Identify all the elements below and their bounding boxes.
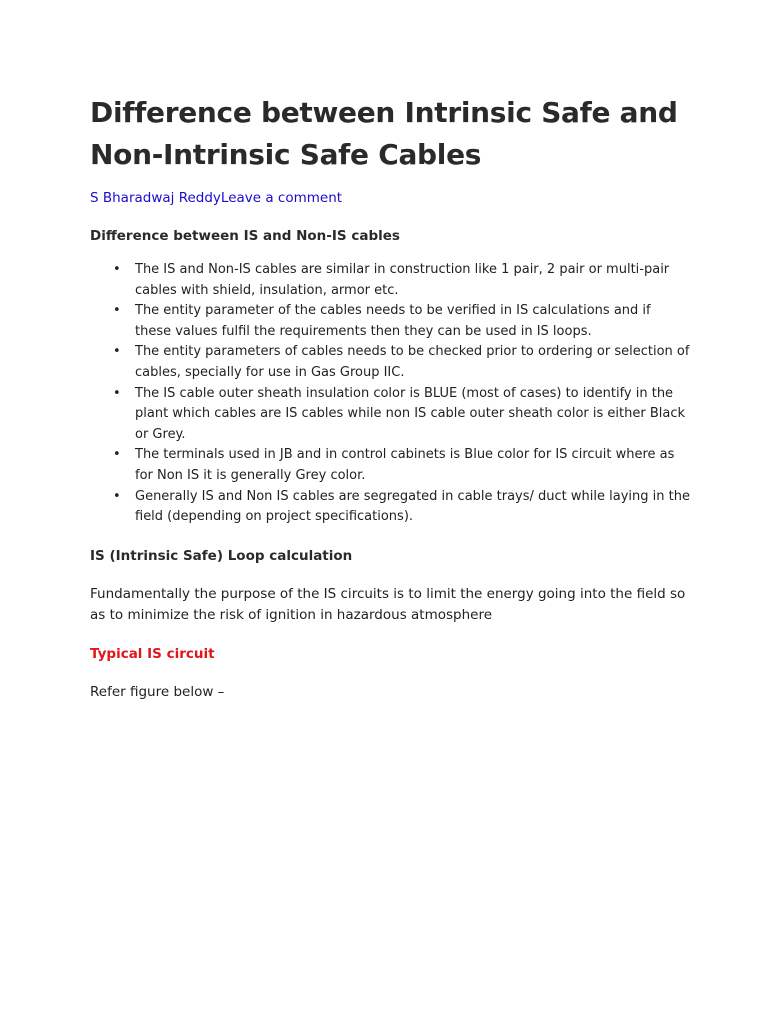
bullet-list — [90, 260, 690, 528]
loop-calculation-paragraph: Fundamentally the purpose of the IS circuits is to limit the energy going into the field so as to minimize the risk of ignition in hazardous atmosphere — [90, 585, 686, 623]
list-item: • The terminals used in JB and in control cabinets is Blue color for IS circuit where as for Non IS it is generally Grey color. — [135, 445, 690, 486]
author-link[interactable]: S Bharadwaj Reddy — [90, 190, 221, 206]
refer-figure-text: Refer figure below – — [90, 683, 225, 700]
list-item: • The entity parameter of the cables needs to be verified in IS calculations and if these values fulfil the requirements then they can be used in IS loops. — [135, 301, 690, 342]
list-item: • The entity parameters of cables needs to be checked prior to ordering or selection of cables, specially for use in Gas Group IIC. — [135, 342, 690, 383]
leave-comment-link[interactable]: Leave a comment — [220, 190, 343, 206]
list-item: • The IS cable outer sheath insulation color is BLUE (most of cases) to identify in the plant which cables are IS cables while non IS cable outer sheath color is either Black or Grey. — [135, 384, 690, 446]
article-title-line2: Non-Intrinsic Safe Cables — [90, 138, 482, 171]
article-title — [90, 92, 690, 176]
list-item: • Generally IS and Non IS cables are segregated in cable trays/ duct while laying in the field (depending on project specifications). — [135, 487, 690, 528]
article-title-line1: Difference between Intrinsic Safe and — [90, 96, 678, 129]
byline — [90, 188, 690, 208]
list-item: • The IS and Non-IS cables are similar in construction like 1 pair, 2 pair or multi-pair cables with shield, insulation, armor etc. — [135, 260, 690, 301]
section-heading-typical-circuit: Typical IS circuit — [90, 645, 215, 662]
section-heading-is-vs-non-is: Difference between IS and Non-IS cables — [90, 228, 400, 244]
article — [90, 92, 690, 702]
section-heading-loop-calculation: IS (Intrinsic Safe) Loop calculation — [90, 547, 353, 564]
